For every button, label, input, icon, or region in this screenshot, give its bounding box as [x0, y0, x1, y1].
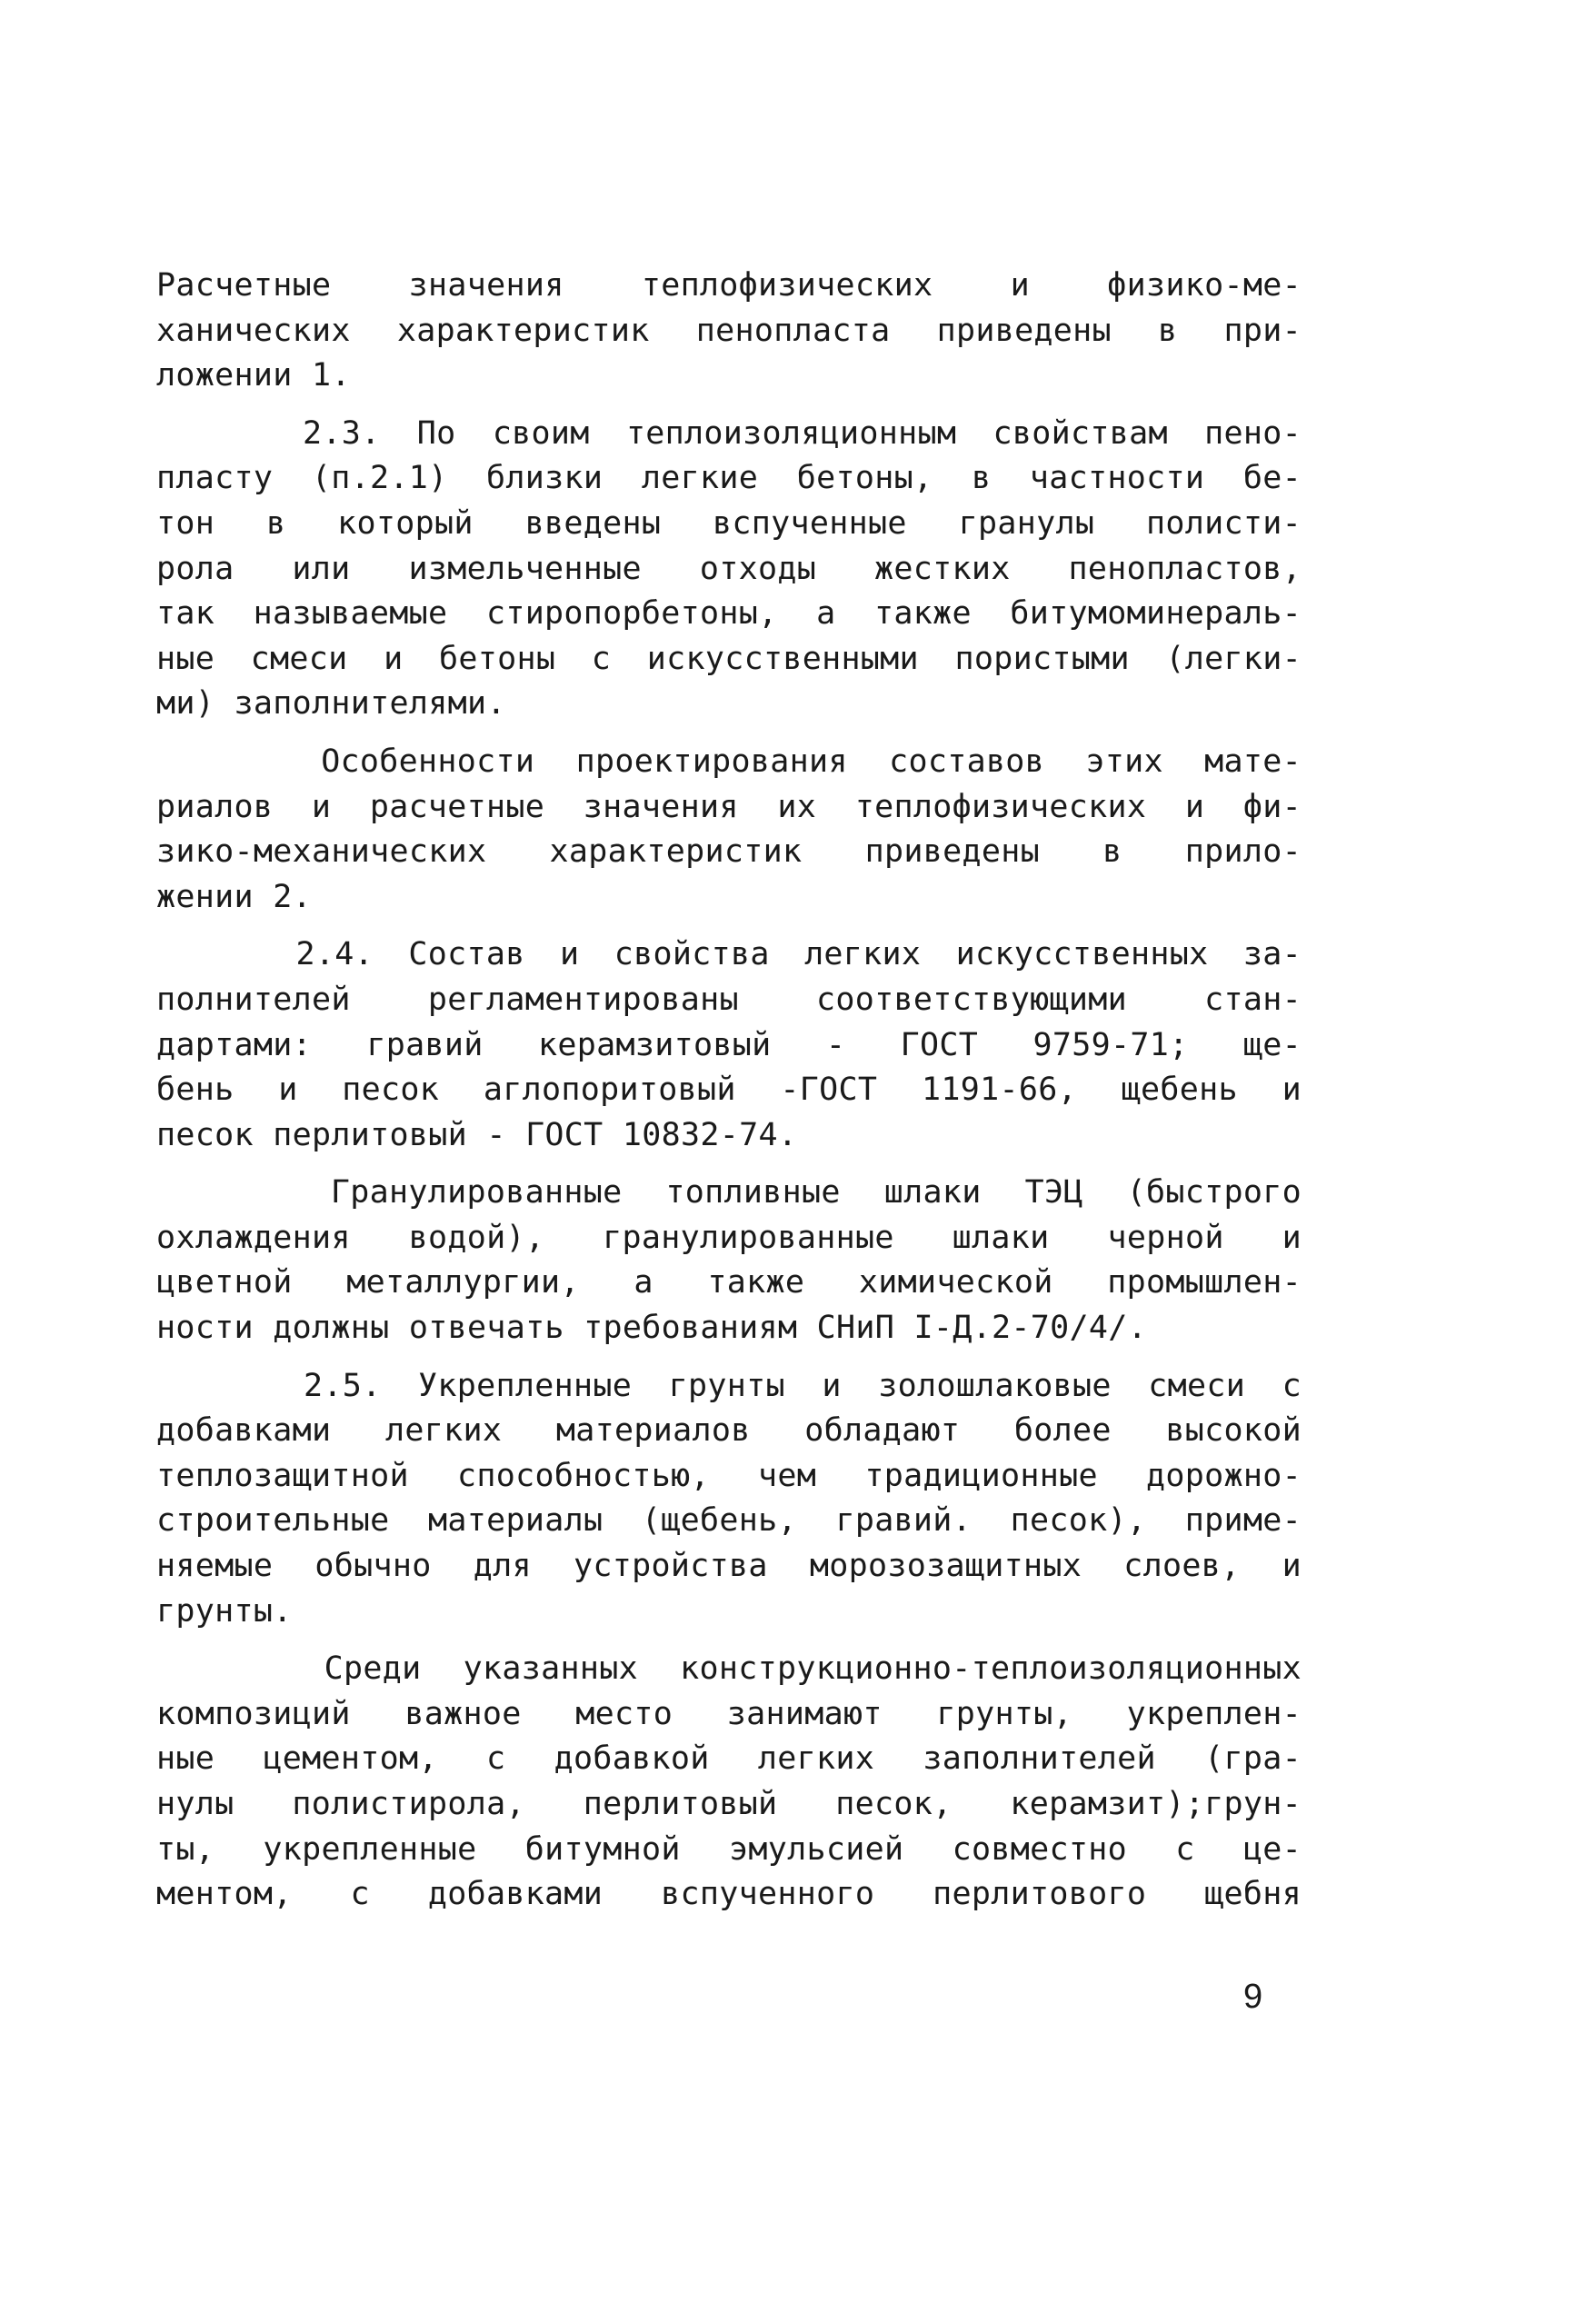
paragraph-compositions [156, 1647, 1302, 1918]
text-line: 2.4. Состав и свойства легких искусственных за- [156, 936, 1302, 973]
text-line: Гранулированные топливные шлаки ТЭЦ (быстрого [156, 1174, 1302, 1211]
text-line: рола или измельченные отходы жестких пенопластов, [156, 550, 1302, 587]
paragraph-granulated-slags [156, 1171, 1302, 1351]
text-line: пласту (п.2.1) близки легкие бетоны, в частности бе- [156, 460, 1302, 497]
text-line: ми) заполнителями. [156, 685, 506, 723]
text-line: дартами: гравий керамзитовый - ГОСТ 9759-71; ще- [156, 1026, 1302, 1063]
text-line: композиций важное место занимают грунты, укреплен- [156, 1695, 1302, 1732]
text-line: полнителей регламентированы соответствующими стан- [156, 981, 1302, 1018]
paragraph-2-4 [156, 932, 1302, 1158]
text-line: риалов и расчетные значения их теплофизических и фи- [156, 788, 1302, 825]
text-line: грунты. [156, 1592, 293, 1630]
text-line: так называемые стиропорбетоны, а также битумоминераль- [156, 595, 1302, 633]
text-line: ментом, с добавками вспученного перлитового щебня [156, 1876, 1302, 1913]
text-line: няемые обычно для устройства морозозащитных слоев, и [156, 1548, 1302, 1585]
text-line: нулы полистирола, перлитовый песок, керамзит);грун- [156, 1786, 1302, 1822]
text-line: песок перлитовый - ГОСТ 10832-74. [156, 1116, 798, 1153]
text-line: теплозащитной способностью, чем традиционные дорожно- [156, 1457, 1302, 1494]
text-line: ности должны отвечать требованиям СНиП I-Д.2-70/4/. [156, 1310, 1147, 1347]
paragraph-2-5 [156, 1364, 1302, 1635]
text-line: 2.3. По своим теплоизоляционным свойствам пено- [156, 414, 1302, 452]
text-line: жении 2. [156, 878, 312, 915]
text-line: ные смеси и бетоны с искусственными пористыми (легки- [156, 640, 1302, 677]
text-line: бень и песок аглопоритовый -ГОСТ 1191-66, щебень и [156, 1072, 1302, 1109]
paragraph-design-features [156, 740, 1302, 920]
text-line: ты, укрепленные битумной эмульсией совместно с це- [156, 1830, 1302, 1868]
text-line: зико-механических характеристик приведены в прило- [156, 833, 1302, 871]
text-line: Среди указанных конструкционно-теплоизоляционных [156, 1650, 1302, 1688]
text-line: ложении 1. [156, 357, 351, 394]
page-number: 9 [1243, 1978, 1263, 2016]
text-line: охлаждения водой), гранулированные шлаки черной и [156, 1219, 1302, 1256]
body-text [156, 264, 1302, 1918]
text-line: ханических характеристик пенопласта приведены в при- [156, 312, 1302, 349]
text-line: строительные материалы (щебень, гравий. песок), приме- [156, 1502, 1302, 1540]
paragraph-calc-values [156, 264, 1302, 399]
text-line: ные цементом, с добавкой легких заполнителей (гра- [156, 1740, 1302, 1778]
text-line: Особенности проектирования составов этих мате- [156, 743, 1302, 780]
text-line: добавками легких материалов обладают более высокой [156, 1412, 1302, 1450]
paragraph-2-3 [156, 412, 1302, 727]
text-line: цветной металлургии, а также химической промышлен- [156, 1264, 1302, 1301]
text-line: Расчетные значения теплофизических и физико-ме- [156, 267, 1302, 304]
text-line: 2.5. Укрепленные грунты и золошлаковые смеси с [156, 1367, 1302, 1404]
text-line: тон в который введены вспученные гранулы полисти- [156, 504, 1302, 542]
